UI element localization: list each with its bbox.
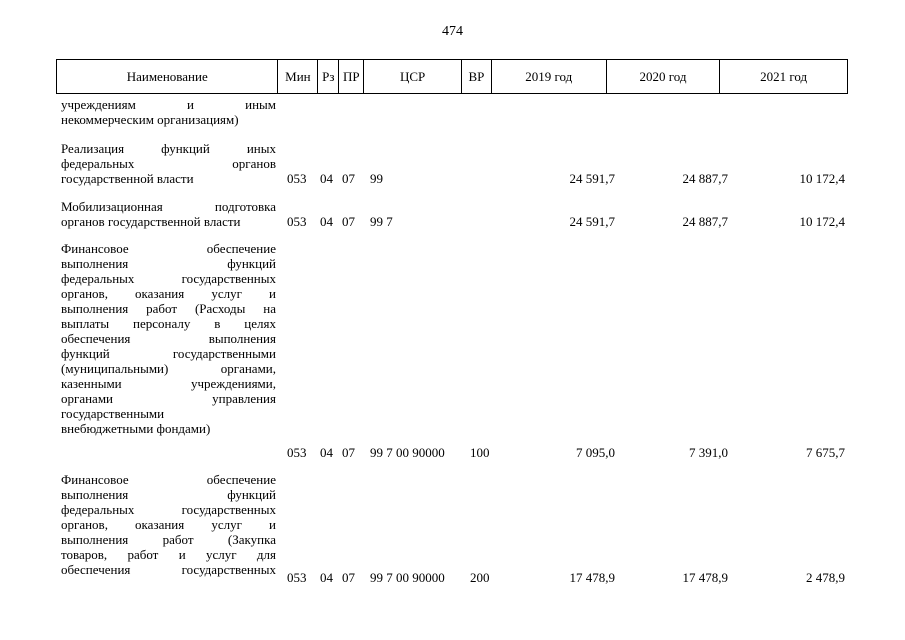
table-header [56, 59, 848, 94]
row-name-line: федеральных органов [61, 156, 276, 171]
cell-2020: 17 478,9 [682, 570, 728, 585]
header-min: Мин [278, 60, 318, 93]
header-name: Наименование [57, 60, 278, 93]
row-name-line: Мобилизационная подготовка [61, 199, 276, 214]
cell-min: 053 [287, 445, 307, 460]
row-name [61, 199, 276, 229]
cell-min: 053 [287, 171, 307, 186]
header-2019: 2019 год [492, 60, 607, 93]
row-name-line: государственной власти [61, 171, 194, 186]
cell-2020: 7 391,0 [689, 445, 728, 460]
row-name [61, 141, 276, 186]
row-name-line: выплаты персоналу в целях [61, 316, 276, 331]
row-name-line: функций государственными [61, 346, 276, 361]
cell-csr: 99 [370, 171, 383, 186]
row-name [61, 97, 276, 127]
row-name-line: товаров, работ и услуг для [61, 547, 276, 562]
row-name-line: (муниципальными) органами, [61, 361, 276, 376]
row-name [61, 241, 276, 436]
cell-2021: 10 172,4 [799, 214, 845, 229]
row-name-line: федеральных государственных [61, 502, 276, 517]
header-csr: ЦСР [364, 60, 462, 93]
cell-rz: 04 [320, 214, 333, 229]
cell-pr: 07 [342, 214, 355, 229]
cell-rz: 04 [320, 445, 333, 460]
cell-rz: 04 [320, 171, 333, 186]
cell-2021: 10 172,4 [799, 171, 845, 186]
cell-rz: 04 [320, 570, 333, 585]
row-name-line: выполнения функций [61, 487, 276, 502]
cell-2019: 17 478,9 [569, 570, 615, 585]
row-name-line: казенными учреждениями, [61, 376, 276, 391]
row-name-line: органов, оказания услуг и [61, 286, 276, 301]
cell-2019: 24 591,7 [569, 171, 615, 186]
row-name-line: органов государственной власти [61, 214, 241, 229]
row-name-line: Финансовое обеспечение [61, 241, 276, 256]
cell-2021: 2 478,9 [806, 570, 845, 585]
row-name-line: государственными [61, 406, 165, 421]
cell-csr: 99 7 00 90000 [370, 445, 445, 460]
cell-csr: 99 7 00 90000 [370, 570, 445, 585]
row-name-line: некоммерческим организациям) [61, 112, 239, 127]
row-name-line: федеральных государственных [61, 271, 276, 286]
row-name-line: обеспечения выполнения [61, 331, 276, 346]
cell-2019: 7 095,0 [576, 445, 615, 460]
row-name-line: выполнения работ (Закупка [61, 532, 276, 547]
cell-pr: 07 [342, 570, 355, 585]
row-name-line: внебюджетными фондами) [61, 421, 211, 436]
row-name-line: выполнения работ (Расходы на [61, 301, 276, 316]
header-vr: ВР [462, 60, 492, 93]
cell-vr: 100 [470, 445, 490, 460]
row-name-line: выполнения функций [61, 256, 276, 271]
cell-pr: 07 [342, 171, 355, 186]
cell-2019: 24 591,7 [569, 214, 615, 229]
header-rz: Рз [318, 60, 339, 93]
cell-csr: 99 7 [370, 214, 393, 229]
header-2020: 2020 год [607, 60, 721, 93]
cell-2021: 7 675,7 [806, 445, 845, 460]
row-name [61, 472, 276, 577]
header-pr: ПР [339, 60, 364, 93]
cell-pr: 07 [342, 445, 355, 460]
cell-min: 053 [287, 570, 307, 585]
cell-2020: 24 887,7 [682, 214, 728, 229]
row-name-line: обеспечения государственных [61, 562, 276, 577]
header-2021: 2021 год [760, 68, 808, 84]
row-name-line: органов, оказания услуг и [61, 517, 276, 532]
row-name-line: Финансовое обеспечение [61, 472, 276, 487]
cell-vr: 200 [470, 570, 490, 585]
row-name-line: Реализация функций иных [61, 141, 276, 156]
row-name-line: органами управления [61, 391, 276, 406]
cell-2020: 24 887,7 [682, 171, 728, 186]
row-name-line: учреждениям и иным [61, 97, 276, 112]
page-number: 474 [442, 24, 463, 39]
cell-min: 053 [287, 214, 307, 229]
